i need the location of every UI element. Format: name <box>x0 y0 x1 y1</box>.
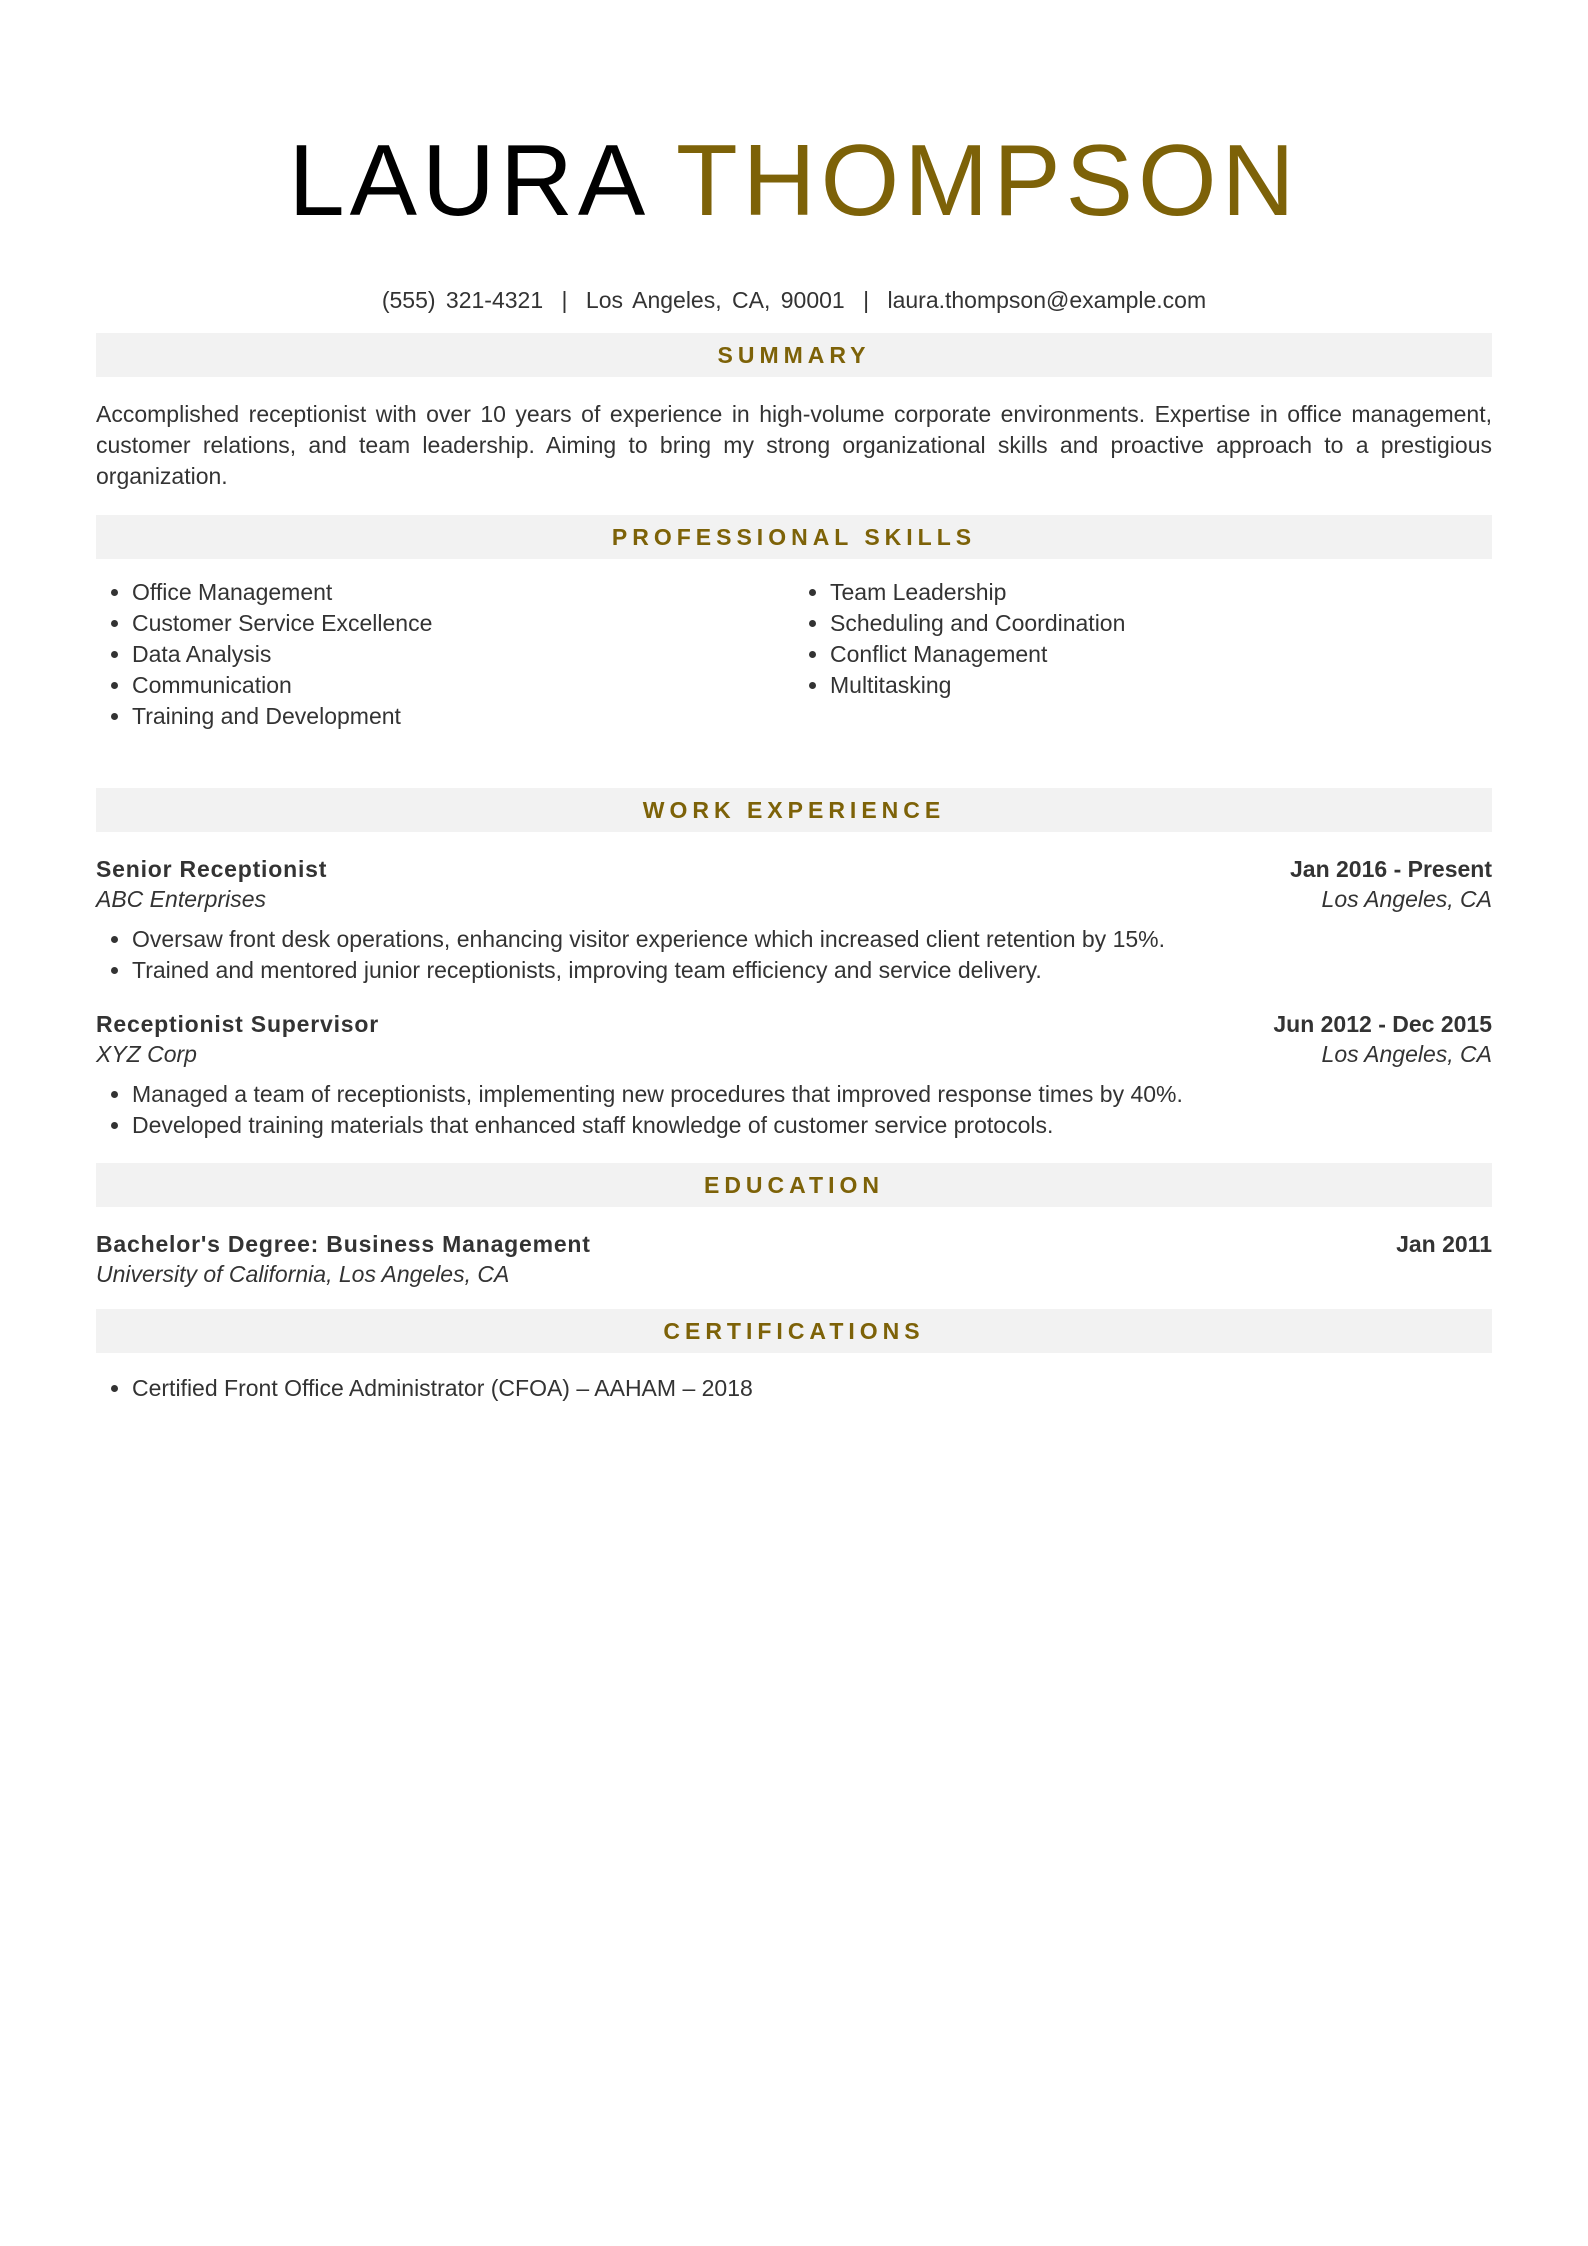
job-entry <box>96 854 1492 986</box>
job-bullet: • Managed a team of receptionists, implementing new procedures that improved response times by 40%. <box>132 1079 1492 1110</box>
skill-item: • Conflict Management <box>830 639 1492 670</box>
skill-item: • Data Analysis <box>132 639 794 670</box>
degree: Bachelor's Degree: Business Management <box>96 1231 591 1257</box>
summary-heading: SUMMARY <box>96 333 1492 377</box>
skills-heading: PROFESSIONAL SKILLS <box>96 515 1492 559</box>
contact-separator: | <box>561 287 568 313</box>
location: Los Angeles, CA, 90001 <box>585 287 845 313</box>
skill-item: • Customer Service Excellence <box>132 608 794 639</box>
job-title: Senior Receptionist <box>96 856 328 882</box>
candidate-name <box>96 0 1492 237</box>
contact-separator: | <box>863 287 870 313</box>
job-bullet: • Trained and mentored junior receptionists, improving team efficiency and service delivery. <box>132 955 1492 986</box>
certifications-heading: CERTIFICATIONS <box>96 1309 1492 1353</box>
skills-list <box>96 577 1492 732</box>
job-date: Jun 2012 - Dec 2015 <box>1273 1011 1492 1037</box>
job-date: Jan 2016 - Present <box>1289 856 1492 882</box>
job-bullets <box>96 924 1492 986</box>
job-bullet: • Developed training materials that enhanced staff knowledge of customer service protocols. <box>132 1110 1492 1141</box>
skill-item: • Training and Development <box>132 701 794 732</box>
skills-column-right <box>794 577 1492 732</box>
job-location: Los Angeles, CA <box>1321 886 1492 912</box>
skill-item: • Communication <box>132 670 794 701</box>
experience-heading: WORK EXPERIENCE <box>96 788 1492 832</box>
phone: (555) 321-4321 <box>381 287 544 313</box>
certification-item: • Certified Front Office Administrator (CFOA) – AAHAM – 2018 <box>132 1373 1492 1404</box>
skill-item: • Scheduling and Coordination <box>830 608 1492 639</box>
first-name: LAURA <box>288 125 645 237</box>
last-name: THOMPSON <box>675 125 1300 237</box>
skills-column-left <box>96 577 794 732</box>
education-heading: EDUCATION <box>96 1163 1492 1207</box>
job-location: Los Angeles, CA <box>1321 1041 1492 1067</box>
job-company: ABC Enterprises <box>96 886 267 912</box>
education-date: Jan 2011 <box>1396 1231 1492 1257</box>
job-bullets <box>96 1079 1492 1141</box>
job-entry <box>96 1009 1492 1141</box>
job-company: XYZ Corp <box>96 1041 197 1067</box>
school: University of California, Los Angeles, CA <box>96 1261 510 1287</box>
job-bullet: • Oversaw front desk operations, enhancing visitor experience which increased client retention by 15%. <box>132 924 1492 955</box>
certifications-list <box>96 1373 1492 1404</box>
skill-item: • Multitasking <box>830 670 1492 701</box>
summary-text: Accomplished receptionist with over 10 years of experience in high-volume corporate environments. Expertise in office management, customer relations, and team leadership. Aiming to bring my strong organizational skills and proactive approach to a prestigious organization. <box>96 401 1492 489</box>
email[interactable]: laura.thompson@example.com <box>887 287 1207 313</box>
skill-item: • Team Leadership <box>830 577 1492 608</box>
skill-item: • Office Management <box>132 577 794 608</box>
contact-line <box>96 285 1492 315</box>
education-entry <box>96 1229 1492 1289</box>
job-title: Receptionist Supervisor <box>96 1011 379 1037</box>
